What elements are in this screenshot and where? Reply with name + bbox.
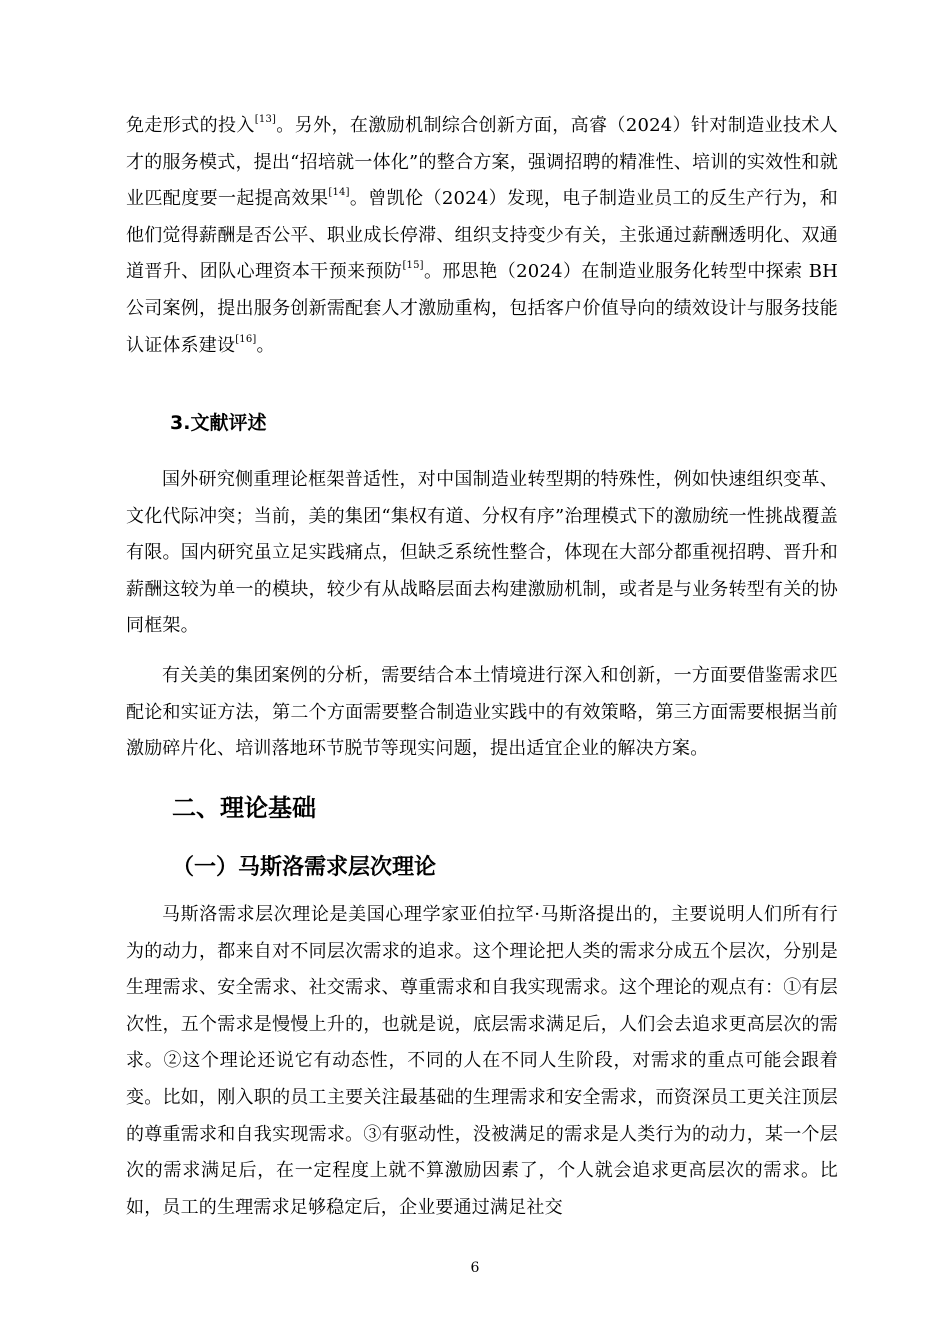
- paragraph-text: 。: [256, 334, 275, 356]
- citation-15: [15]: [402, 260, 424, 272]
- paragraph-literature-review-2: 有关美的集团案例的分析，需要结合本土情境进行深入和创新，一方面要借鉴需求匹配论和实证方法，第二个方面需要整合制造业实践中的有效策略，第三方面需要根据当前激励碎片化、培训落地环节脱节等现实问题，提出适宜企业的解决方案。: [126, 665, 838, 760]
- chapter-heading-theory-basis: 二、理论基础: [172, 794, 316, 822]
- paragraph-text: 。邢思艳（2024）在制造业服务化转型中探索 BH 公司案例，提出服务创新需配套人才激励重构，包括客户价值导向的绩效设计与服务技能认证体系建设: [126, 261, 839, 356]
- paragraph-literature-review-1: 国外研究侧重理论框架普适性，对中国制造业转型期的特殊性，例如快速组织变革、文化代际冲突；当前，美的集团“集权有道、分权有序”治理模式下的激励统一性挑战覆盖有限。国内研究虽立足实践痛点，但缺乏系统性整合，体现在大部分都重视招聘、晋升和薪酬这较为单一的模块，较少有从战略层面去构建激励机制，或者是与业务转型有关的协同框架。: [126, 469, 838, 637]
- citation-13: [13]: [254, 114, 277, 125]
- citation-16: [16]: [235, 333, 257, 345]
- paragraph-text: 免走形式的投入: [126, 115, 255, 136]
- section-heading-maslow: （一）马斯洛需求层次理论: [172, 855, 437, 880]
- paragraph-text: 。另外，在激励机制综合创新方面，高睿（2024）针对制造业技术人才的服务模式，提出“招培就一体化”的整合方案，强调招聘的精准性、培训的实效性和就业匹配度要一起提高效果: [126, 115, 838, 210]
- page-number: 6: [470, 1260, 480, 1276]
- paragraph-references-continuation: [126, 108, 838, 364]
- citation-14: [14]: [328, 187, 350, 199]
- section-heading-literature-review: 3.文献评述: [170, 412, 267, 434]
- paragraph-maslow-1: 马斯洛需求层次理论是美国心理学家亚伯拉罕·马斯洛提出的，主要说明人们所有行为的动力，都来自对不同层次需求的追求。这个理论把人类的需求分成五个层次，分别是生理需求、安全需求、社交需求、尊重需求和自我实现需求。这个理论的观点有：①有层次性，五个需求是慢慢上升的，也就是说，底层需求满足后，人们会去追求更高层次的需求。②这个理论还说它有动态性，不同的人在不同人生阶段，对需求的重点可能会跟着变。比如，刚入职的员工主要关注最基础的生理需求和安全需求，而资深员工更关注顶层的尊重需求和自我实现需求。③有驱动性，没被满足的需求是人类行为的动力，某一个层次的需求满足后，在一定程度上就不算激励因素了，个人就会追求更高层次的需求。比如，员工的生理需求足够稳定后，企业要通过满足社交: [126, 904, 838, 1218]
- paragraph-text: 。曾凯伦（2024）发现，电子制造业员工的反生产行为，和他们觉得薪酬是否公平、职业成长停滞、组织支持变少有关，主张通过薪酬透明化、双通道晋升、团队心理资本干预来预防: [126, 188, 838, 283]
